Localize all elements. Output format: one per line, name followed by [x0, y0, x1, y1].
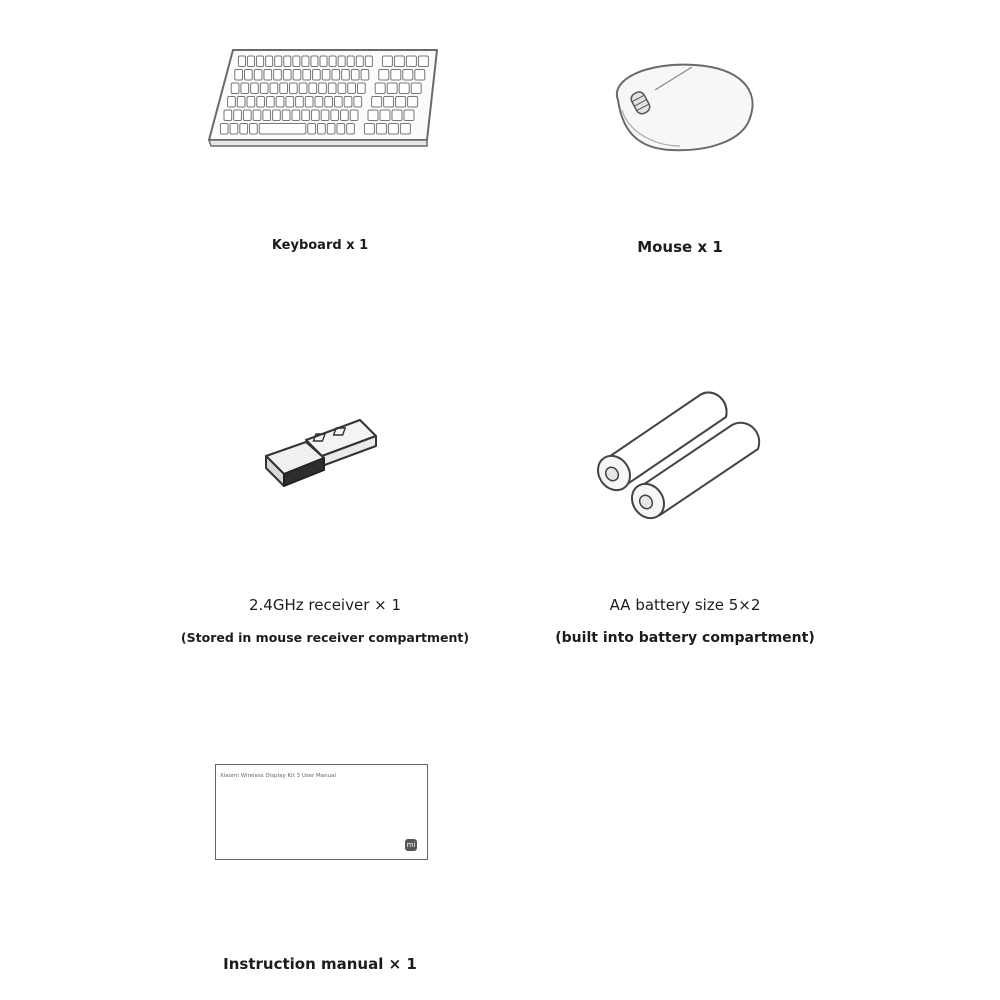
keyboard-icon: [205, 40, 445, 150]
mi-logo: mi: [406, 841, 416, 849]
manual-cover-title: Xiaomi Wireless Display Kit 3 User Manual: [220, 773, 337, 779]
manual-label: Instruction manual × 1: [223, 955, 417, 973]
manual-booklet-icon: [215, 764, 428, 860]
battery-label: AA battery size 5×2: [609, 596, 761, 614]
mouse-icon: [600, 40, 760, 160]
receiver-label: 2.4GHz receiver × 1: [248, 596, 402, 614]
aa-battery-icon: [590, 385, 770, 525]
mouse-label: Mouse x 1: [637, 238, 723, 256]
usb-receiver-icon: [262, 412, 382, 492]
battery-note: (built into battery compartment): [555, 630, 815, 646]
receiver-note: (Stored in mouse receiver compartment): [180, 630, 470, 645]
keyboard-label: Keyboard x 1: [271, 238, 369, 253]
